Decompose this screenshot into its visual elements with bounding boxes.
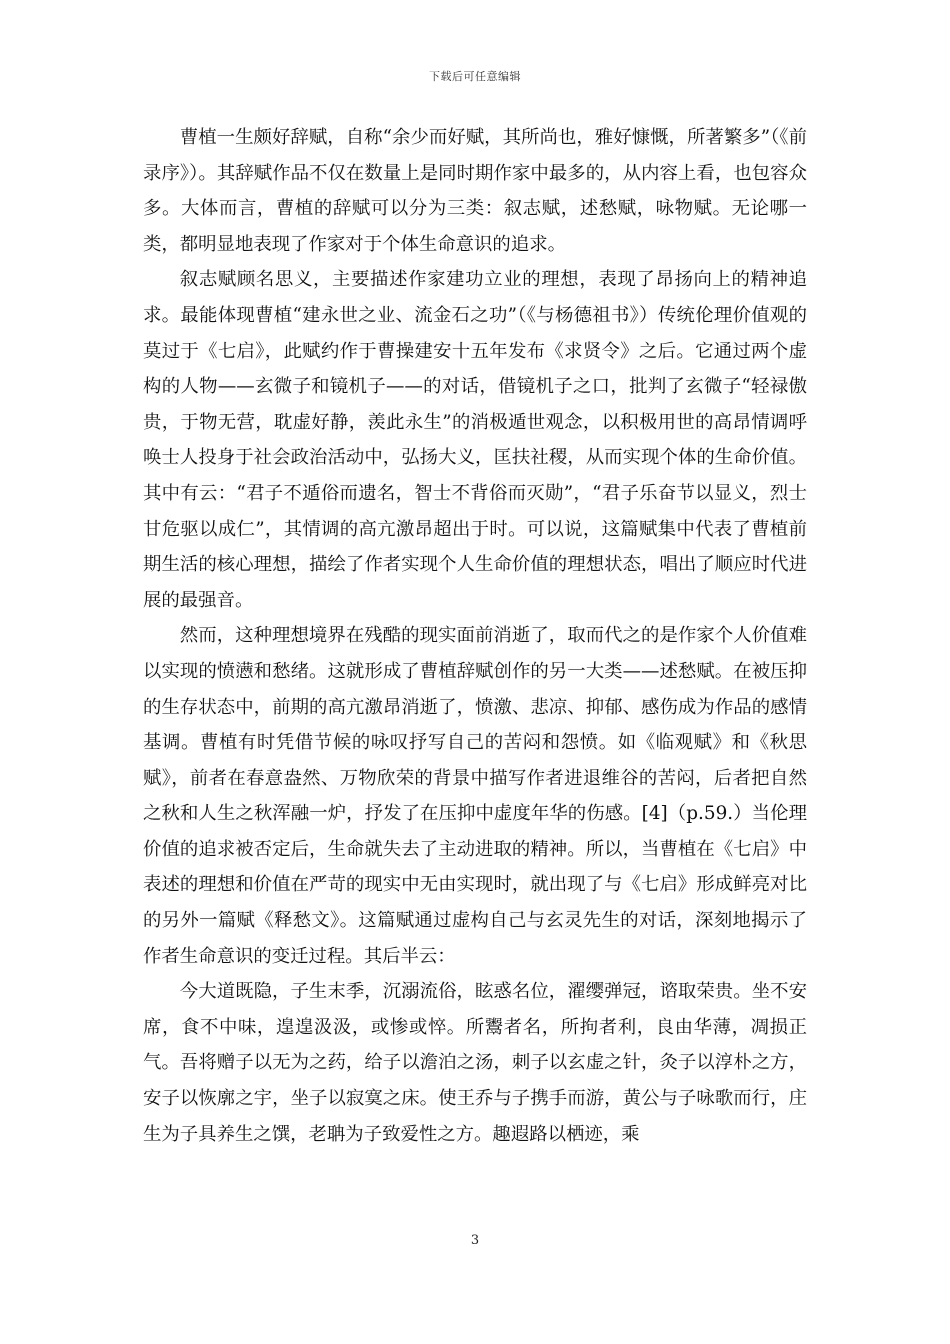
paragraph-quotation: 今大道既隐，子生末季，沉溺流俗，眩惑名位，濯缨弹冠，谘取荣贵。坐不安席，食不中味，遑遑汲汲，或惨或悴。所鬻者名，所拘者利，良由华薄，凋损正气。吾将赠子以无为之药，给子以澹泊之汤，刺子以玄虚之针，灸子以淳朴之方，安子以恢廓之宇，坐子以寂寞之床。使王乔与子携手而游，黄公与子咏歌而行，庄生为子具养生之馔，老聃为子致爱性之方。趣遐路以栖迹，乘 xyxy=(143,981,807,1145)
page-number: 3 xyxy=(470,1233,480,1248)
body-text xyxy=(143,120,807,1152)
page-header: 下载后可任意编辑 xyxy=(429,70,521,83)
paragraph-intro: 曹植一生颇好辞赋，自称“余少而好赋，其所尚也，雅好慷慨，所著繁多”（《前录序》）。其辞赋作品不仅在数量上是同时期作家中最多的，从内容上看，也包容众多。大体而言，曹植的辞赋可以分为三类：叙志赋，述愁赋，咏物赋。无论哪一类，都明显地表现了作家对于个体生命意识的追求。 xyxy=(143,127,807,255)
paragraph-shuchou-fu: 然而，这种理想境界在残酷的现实面前消逝了，取而代之的是作家个人价值难以实现的愤懑和愁绪。这就形成了曹植辞赋创作的另一大类——述愁赋。在被压抑的生存状态中，前期的高亢激昂消逝了，愤激、悲凉、抑郁、感伤成为作品的感情基调。曹植有时凭借节候的咏叹抒写自己的苦闷和怨愤。如《临观赋》和《秋思赋》，前者在春意盎然、万物欣荣的背景中描写作者进退维谷的苦闷，后者把自然之秋和人生之秋浑融一炉，抒发了在压抑中虚度年华的伤感。[4]（p.59.）当伦理价值的追求被否定后，生命就失去了主动进取的精神。所以，当曹植在《七启》中表述的理想和价值在严苛的现实中无由实现时，就出现了与《七启》形成鲜亮对比的另外一篇赋《释愁文》。这篇赋通过虚构自己与玄灵先生的对话，深刻地揭示了作者生命意识的变迁过程。其后半云： xyxy=(143,625,807,967)
paragraph-xuzhi-fu: 叙志赋顾名思义，主要描述作家建功立业的理想，表现了昂扬向上的精神追求。最能体现曹植“建永世之业、流金石之功”（《与杨德祖书》）传统伦理价值观的莫过于《七启》，此赋约作于曹操建安十五年发布《求贤令》之后。它通过两个虚构的人物——玄微子和镜机子——的对话，借镜机子之口，批判了玄微子“轻禄傲贵，于物无营，耽虚好静，羡此永生”的消极遁世观念，以积极用世的高昂情调呼唤士人投身于社会政治活动中，弘扬大义，匡扶社稷，从而实现个体的生命价值。其中有云：“君子不遁俗而遗名，智士不背俗而灭勋”，“君子乐奋节以显义，烈士甘危驱以成仁”，其情调的高亢激昂超出于时。可以说，这篇赋集中代表了曹植前期生活的核心理想，描绘了作者实现个人生命价值的理想状态，唱出了顺应时代进展的最强音。 xyxy=(143,269,807,611)
